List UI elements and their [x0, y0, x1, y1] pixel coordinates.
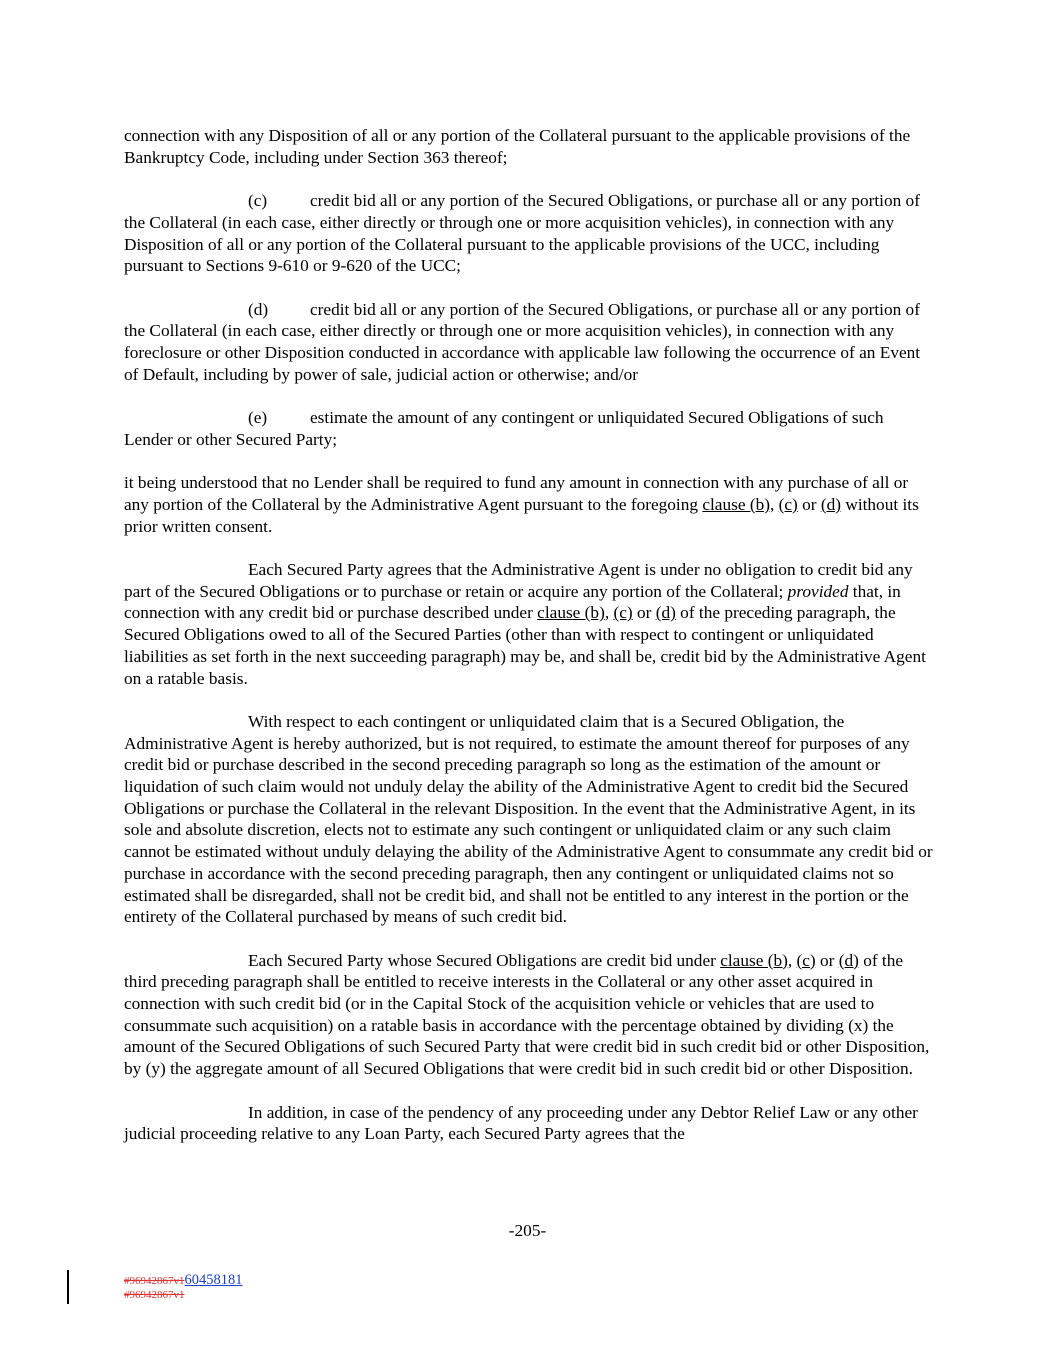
paragraph-contingent: With respect to each contingent or unliquidated claim that is a Secured Obligation, the Administrative Agent is hereby authorized, but is not required, to estimate the amount thereof for purposes of any credit bid or purchase described in the second preceding paragraph so long as the estimation of the amount or liquidation of such claim would not unduly delay the ability of the Administrative Agent to credit bid the Secured Obligations or purchase the Collateral in the relevant Disposition. In the event that the Administrative Agent, in its sole and absolute discretion, elects not to estimate any such contingent or unliquidated claim or any such claim cannot be estimated without unduly delaying the ability of the Administrative Agent to consummate any credit bid or purchase in accordance with the second preceding paragraph, then any contingent or unliquidated claims not so estimated shall be disregarded, shall not be credit bid, and shall not be entitled to any interest in the portion or the entirety of the Collateral purchased by means of such credit bid.: [124, 711, 933, 927]
sep: or: [632, 603, 656, 623]
paragraph-agrees: [124, 559, 934, 689]
clause-text-d: credit bid all or any portion of the Secured Obligations, or purchase all or any portion of the Collateral (in each case, either directly or through one or more acquisition vehicles), in connection with any foreclosure or other Disposition conducted in accordance with applicable law following the occurrence of an Event of Default, including by power of sale, judicial action or otherwise; and/or: [124, 299, 921, 384]
understood-text-b: without its prior written consent.: [124, 494, 919, 536]
ref-clause-d: (d): [655, 603, 676, 623]
whose-text-b: of the third preceding paragraph shall be entitled to receive interests in the Collateral or any other asset acquired in connection with such credit bid (or in the Capital Stock of the acquisition vehicle or vehicles that are used to consummate such acquisition) on a ratable basis in accordance with the percentage obtained by dividing (x) the amount of the Secured Obligations of such Secured Party that were credit bid in such credit bid or other Disposition, by (y) the aggregate amount of all Secured Obligations that were credit bid in such credit bid or other Disposition.: [124, 950, 930, 1079]
ref-clause-d: (d): [838, 950, 859, 970]
ref-clause-c: (c): [796, 950, 816, 970]
sep: ,: [604, 603, 614, 623]
ref-clause-d: (d): [820, 494, 842, 514]
paragraph-addition: In addition, in case of the pendency of any proceeding under any Debtor Relief Law or any other judicial proceeding relative to any Loan Party, each Secured Party agrees that the: [124, 1102, 918, 1144]
clause-item-e: [124, 407, 934, 450]
agrees-text-b: that, in connection with any credit bid or purchase described under: [124, 581, 901, 623]
ref-clause-b: clause (b): [702, 494, 770, 514]
ref-clause-b: clause (b): [720, 950, 788, 970]
document-id-footer: [124, 1272, 243, 1302]
clause-label-e: (e): [248, 408, 268, 428]
paragraph-intro: connection with any Disposition of all or any portion of the Collateral pursuant to the applicable provisions of the Bankruptcy Code, including under Section 363 thereof;: [124, 126, 911, 167]
clause-item-c: [124, 190, 934, 277]
agrees-text-c: of the preceding paragraph, the Secured Obligations owed to all of the Secured Parties (other than with respect to contingent or unliquidated liabilities as set forth in the next succeeding paragraph) may be, and shall be, credit bid by the Administrative Agent on a ratable basis.: [124, 603, 926, 688]
document-body: [124, 125, 934, 1167]
sep: ,: [787, 950, 797, 970]
change-bar: [67, 1270, 69, 1304]
provided-italic: provided: [787, 581, 849, 601]
ref-clause-c: (c): [778, 494, 798, 514]
deleted-doc-id: #96942867v1: [124, 1275, 185, 1287]
whose-text-a: Each Secured Party whose Secured Obligations are credit bid under: [248, 950, 721, 970]
clause-text-e: estimate the amount of any contingent or unliquidated Secured Obligations of such Lender or other Secured Party;: [124, 408, 884, 449]
understood-text-a: it being understood that no Lender shall be required to fund any amount in connection with any purchase of all or any portion of the Collateral by the Administrative Agent pursuant to the foregoing: [124, 473, 909, 514]
sep: ,: [769, 494, 779, 514]
sep: or: [797, 494, 821, 514]
clause-item-d: [124, 299, 934, 386]
page-number: -205-: [508, 1221, 547, 1240]
deleted-doc-id-line2: #96942867v1: [124, 1289, 185, 1301]
paragraph-understood: [124, 472, 934, 537]
sep: or: [815, 950, 839, 970]
paragraph-whose: [124, 950, 934, 1080]
agrees-text-a: Each Secured Party agrees that the Administrative Agent is under no obligation to credit bid any part of the Secured Obligations or to purchase or retain or acquire any portion of the Collateral;: [124, 559, 913, 601]
clause-label-c: (c): [248, 191, 268, 211]
clause-label-d: (d): [248, 299, 269, 319]
clause-text-c: credit bid all or any portion of the Secured Obligations, or purchase all or any portion of the Collateral (in each case, either directly or through one or more acquisition vehicles), in connection with any Disposition of all or any portion of the Collateral pursuant to the applicable provisions of the UCC, including pursuant to Sections 9-610 or 9-620 of the UCC;: [124, 191, 920, 276]
ref-clause-c: (c): [613, 603, 633, 623]
ref-clause-b: clause (b): [537, 603, 605, 623]
inserted-doc-id: 60458181: [184, 1272, 243, 1288]
